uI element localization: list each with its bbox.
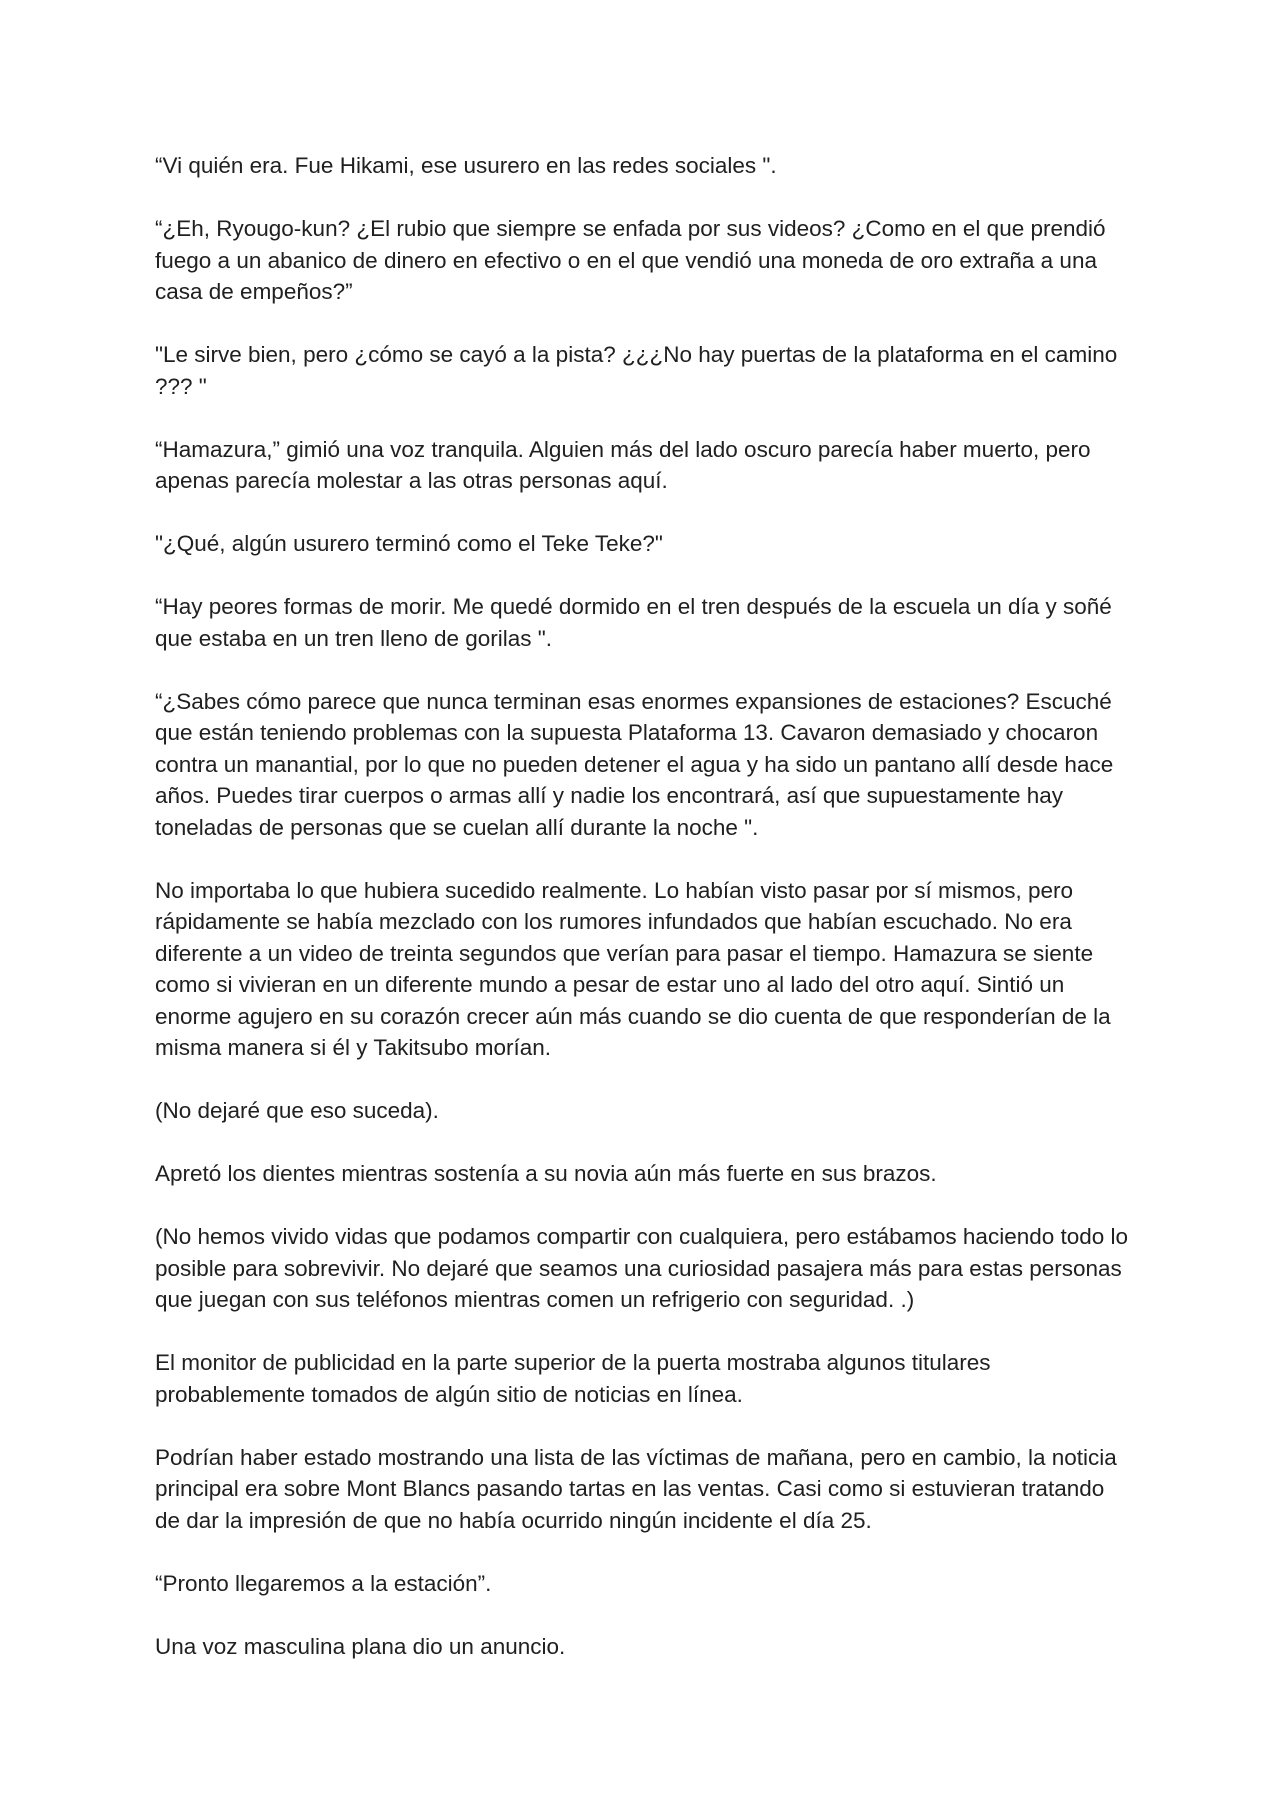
paragraph: (No hemos vivido vidas que podamos compartir con cualquiera, pero estábamos haciendo todo lo posible para sobrevivir. No dejaré que seamos una curiosidad pasajera más para estas personas que juegan con sus teléfonos mientras comen un refrigerio con seguridad. .)	[155, 1224, 1129, 1312]
paragraph: “Hamazura,” gimió una voz tranquila. Alguien más del lado oscuro parecía haber muerto, pero apenas parecía molestar a las otras personas aquí.	[155, 436, 1091, 493]
paragraph: No importaba lo que hubiera sucedido realmente. Lo habían visto pasar por sí mismos, pero rápidamente se había mezclado con los rumores infundados que habían escuchado. No era diferente a un video de treinta segundos que verían para pasar el tiempo. Hamazura se siente como si vivieran en un diferente mundo a pesar de estar uno al lado del otro aquí. Sintió un enorme agujero en su corazón crecer aún más cuando se dio cuenta de que responderían de la misma manera si él y Takitsubo morían.	[155, 877, 1111, 1060]
paragraph: Una voz masculina plana dio un anuncio.	[155, 1633, 566, 1659]
paragraph: “¿Eh, Ryougo-kun? ¿El rubio que siempre se enfada por sus videos? ¿Como en el que prendió fuego a un abanico de dinero en efectivo o en el que vendió una moneda de oro extraña a una casa de empeños?”	[155, 216, 1106, 304]
paragraph: “Hay peores formas de morir. Me quedé dormido en el tren después de la escuela un día y soñé que estaba en un tren lleno de gorilas ".	[155, 594, 1112, 651]
paragraph: Podrían haber estado mostrando una lista de las víctimas de mañana, pero en cambio, la noticia principal era sobre Mont Blancs pasando tartas en las ventas. Casi como si estuvieran tratando de dar la impresión de que no había ocurrido ningún incidente el día 25.	[155, 1444, 1117, 1533]
paragraph: “¿Sabes cómo parece que nunca terminan esas enormes expansiones de estaciones? Escuché que están teniendo problemas con la supuesta Plataforma 13. Cavaron demasiado y chocaron contra un manantial, por lo que no pueden detener el agua y ha sido un pantano allí desde hace años. Puedes tirar cuerpos o armas allí y nadie los encontrará, así que supuestamente hay toneladas de personas que se cuelan allí durante la noche ".	[155, 688, 1114, 840]
paragraph: “Vi quién era. Fue Hikami, ese usurero en las redes sociales ".	[155, 153, 777, 178]
paragraph: "Le sirve bien, pero ¿cómo se cayó a la pista? ¿¿¿No hay puertas de la plataforma en el camino ??? "	[155, 342, 1118, 399]
paragraph: El monitor de publicidad en la parte superior de la puerta mostraba algunos titulares probablemente tomados de algún sitio de noticias en línea.	[155, 1350, 991, 1407]
paragraph: "¿Qué, algún usurero terminó como el Teke Teke?"	[155, 531, 663, 556]
paragraph: (No dejaré que eso suceda).	[155, 1098, 439, 1123]
paragraph: “Pronto llegaremos a la estación”.	[155, 1570, 492, 1596]
document-body	[155, 150, 1135, 1694]
paragraph: Apretó los dientes mientras sostenía a su novia aún más fuerte en sus brazos.	[155, 1161, 937, 1186]
